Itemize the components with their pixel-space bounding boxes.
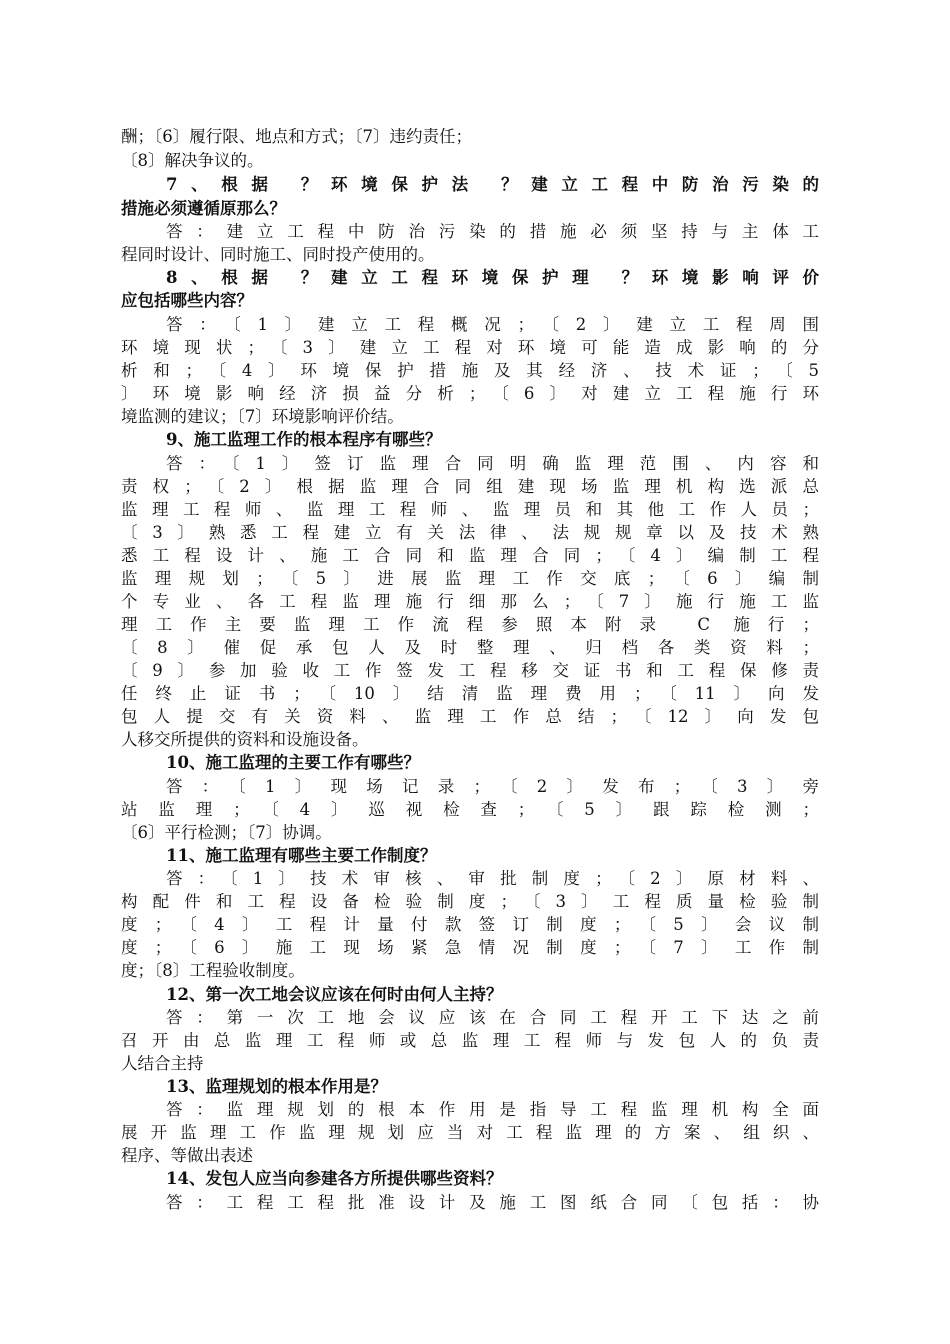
question-heading: 8、根据 ？建立工程环境保护理 ？环境影响评价 (166, 268, 819, 287)
answer-line: 析和；〔4〕环境保护措施及其经济、技术证；〔5 (121, 361, 819, 380)
answer-line: 度；〔4〕工程计量付款签订制度；〔5〕会议制 (121, 915, 819, 934)
answer-line: 人结合主持 (121, 1054, 204, 1073)
answer-line: 理工作主要监理工作流程参照本附录 C 施行； (121, 615, 819, 634)
answer-line: 责权；〔2〕根据监理合同组建现场监理机构选派总 (121, 477, 819, 496)
question-heading: 12、第一次工地会议应该在何时由何人主持？ (166, 985, 503, 1004)
body-line: 〔8〕解决争议的。 (121, 151, 264, 170)
answer-line: 〔6〕平行检测；〔7〕协调。 (121, 823, 332, 842)
answer-line: 答：建立工程中防治污染的措施必须坚持与主体工 (166, 222, 819, 241)
question-heading: 7、根据 ？环境保护法 ？建立工程中防治污染的 (166, 175, 819, 194)
question-heading: 措施必须遵循原那么？ (121, 199, 286, 218)
answer-line: 〔9〕参加验收工作签发工程移交证书和工程保修责 (121, 661, 819, 680)
answer-line: 答：〔1〕现场记录；〔2〕发布；〔3〕旁 (166, 777, 819, 796)
question-heading: 应包括哪些内容？ (121, 291, 253, 310)
answer-line: 监理规划；〔5〕进展监理工作交底；〔6〕编制 (121, 569, 819, 588)
answer-line: 度；〔6〕施工现场紧急情况制度；〔7〕工作制 (121, 938, 819, 957)
question-heading: 10、施工监理的主要工作有哪些？ (166, 753, 420, 772)
answer-line: 答：第一次工地会议应该在合同工程开工下达之前 (166, 1008, 819, 1027)
answer-line: 任终止证书；〔10〕结清监理费用；〔11〕向发 (121, 684, 819, 703)
answer-line: 构配件和工程设备检验制度；〔3〕工程质量检验制 (121, 892, 819, 911)
answer-line: 环境现状；〔3〕建立工程对环境可能造成影响的分 (121, 338, 819, 357)
answer-line: 答：〔1〕技术审核、审批制度；〔2〕原材料、 (166, 869, 819, 888)
answer-line: 人移交所提供的资料和设施设备。 (121, 730, 369, 749)
body-line: 酬；〔6〕履行限、地点和方式；〔7〕违约责任； (121, 127, 472, 146)
question-heading: 9、施工监理工作的根本程序有哪些？ (166, 430, 442, 449)
answer-line: 〕环境影响经济损益分析；〔6〕对建立工程施行环 (121, 384, 819, 403)
answer-line: 〔3〕熟悉工程建立有关法律、法规规章以及技术熟 (121, 523, 819, 542)
answer-line: 答：〔1〕建立工程概况；〔2〕建立工程周围 (166, 315, 819, 334)
answer-line: 程序、等做出表述 (121, 1146, 253, 1165)
question-heading: 14、发包人应当向参建各方所提供哪些资料？ (166, 1169, 503, 1188)
answer-line: 悉工程设计、施工合同和监理合同；〔4〕编制工程 (121, 546, 819, 565)
answer-line: 召开由总监理工程师或总监理工程师与发包人的负责 (121, 1031, 819, 1050)
answer-line: 答：监理规划的根本作用是指导工程监理机构全面 (166, 1100, 819, 1119)
answer-line: 站监理；〔4〕巡视检查；〔5〕跟踪检测； (121, 800, 819, 819)
answer-line: 包人提交有关资料、监理工作总结；〔12〕向发包 (121, 707, 819, 726)
answer-line: 个专业、各工程监理施行细那么；〔7〕施行施工监 (121, 592, 819, 611)
answer-line: 监理工程师、监理工程师、监理员和其他工作人员； (121, 500, 819, 519)
answer-line: 境监测的建议；〔7〕环境影响评价结。 (121, 407, 404, 426)
answer-line: 展开监理工作监理规划应当对工程监理的方案、组织、 (121, 1123, 819, 1142)
answer-line: 程同时设计、同时施工、同时投产使用的。 (121, 245, 435, 264)
question-heading: 13、监理规划的根本作用是？ (166, 1077, 387, 1096)
answer-line: 度；〔8〕工程验收制度。 (121, 961, 305, 980)
question-heading: 11、施工监理有哪些主要工作制度？ (166, 846, 437, 865)
answer-line: 〔8〕催促承包人及时整理、归档各类资料； (121, 638, 819, 657)
answer-line: 答：〔1〕签订监理合同明确监理范围、内容和 (166, 454, 819, 473)
answer-line: 答：工程工程批准设计及施工图纸合同〔包括：协 (166, 1193, 819, 1212)
